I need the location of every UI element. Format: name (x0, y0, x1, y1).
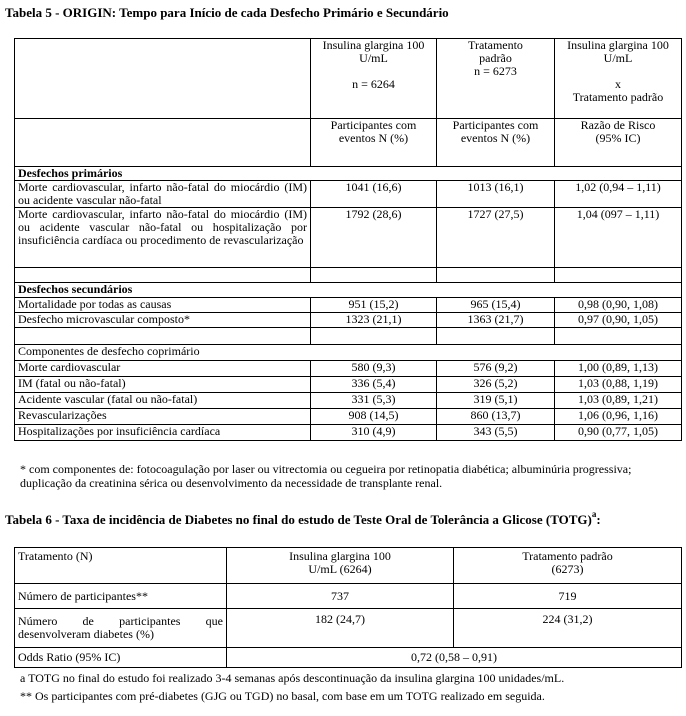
standard-header-label: Tratamento padrão (468, 38, 523, 65)
subheader-hazard-ratio: Razão de Risco (95% IC) (555, 119, 682, 167)
spacer-row (15, 268, 682, 283)
table-row (15, 609, 682, 648)
spacer-cell (555, 268, 682, 283)
row-glargine: 1323 (21,1) (311, 313, 437, 328)
primary-heading-row (15, 167, 682, 181)
secondary-heading: Desfechos secundários (15, 283, 682, 298)
row-hazard-ratio: 1,03 (0,89, 1,21) (555, 393, 682, 409)
secondary-heading-row (15, 283, 682, 298)
comparison-header-glargine: Insulina glargina 100 U/mL (567, 38, 669, 65)
table6-header-standard: Tratamento padrão (6273) (454, 548, 682, 584)
row-label: Hospitalizações por insuficiência cardíaca (15, 425, 311, 441)
row-hazard-ratio: 1,02 (0,94 – 1,11) (555, 181, 682, 208)
spacer-cell (15, 328, 311, 345)
table6-title-text: Tabela 6 - Taxa de incidência de Diabetes no final do estudo de Teste Oral de Tolerância a Glicose (TOTG) (5, 512, 592, 527)
row-label: Número de participantes que desenvolveram diabetes (%) (15, 609, 227, 648)
subheader-standard: Participantes com eventos N (%) (437, 119, 555, 167)
row-label: Número de participantes** (15, 584, 227, 609)
row-hazard-ratio: 0,98 (0,90, 1,08) (555, 298, 682, 313)
spacer-cell (555, 328, 682, 345)
row-hazard-ratio: 1,03 (0,88, 1,19) (555, 377, 682, 393)
table5-header-empty (15, 39, 311, 119)
row-hazard-ratio: 1,04 (097 – 1,11) (555, 208, 682, 268)
row-standard: 1013 (16,1) (437, 181, 555, 208)
table5-header-glargine (311, 39, 437, 119)
row-hazard-ratio: 1,00 (0,89, 1,13) (555, 361, 682, 377)
table-row (15, 377, 682, 393)
row-hazard-ratio: 1,06 (0,96, 1,16) (555, 409, 682, 425)
row-label: Acidente vascular (fatal ou não-fatal) (15, 393, 311, 409)
comparison-header-x: x (615, 77, 621, 91)
table5-header-comparison (555, 39, 682, 119)
origin-outcomes-table (14, 38, 682, 441)
row-standard: 1727 (27,5) (437, 208, 555, 268)
table6-header-label: Tratamento (N) (15, 548, 227, 584)
table6-header-row (15, 548, 682, 584)
row-glargine: 1041 (16,6) (311, 181, 437, 208)
row-label: Desfecho microvascular composto* (15, 313, 311, 328)
table-row (15, 584, 682, 609)
spacer-cell (437, 268, 555, 283)
row-standard: 965 (15,4) (437, 298, 555, 313)
row-hazard-ratio: 0,97 (0,90, 1,05) (555, 313, 682, 328)
spacer-cell (437, 328, 555, 345)
row-glargine: 737 (227, 584, 454, 609)
glargine-header-n: n = 6264 (352, 77, 395, 91)
table5-header-standard (437, 39, 555, 119)
table-row (15, 298, 682, 313)
row-glargine: 331 (5,3) (311, 393, 437, 409)
row-standard: 719 (454, 584, 682, 609)
standard-header-n: n = 6273 (474, 64, 517, 78)
row-standard: 326 (5,2) (437, 377, 555, 393)
table6-header-glargine: Insulina glargina 100 U/mL (6264) (227, 548, 454, 584)
components-heading: Componentes de desfecho coprimário (15, 345, 682, 361)
row-standard: 343 (5,5) (437, 425, 555, 441)
row-label: Morte cardiovascular, infarto não-fatal do miocárdio (IM) ou acidente vascular não-fatal ou hospitalização por insuficiência cardíaca ou procedimento de revascularização (15, 208, 311, 268)
spacer-cell (311, 328, 437, 345)
row-label: Morte cardiovascular (15, 361, 311, 377)
table6-title-superscript: a (591, 508, 597, 519)
table5-header-row (15, 39, 682, 119)
row-hazard-ratio: 0,90 (0,77, 1,05) (555, 425, 682, 441)
row-glargine: 951 (15,2) (311, 298, 437, 313)
row-glargine: 182 (24,7) (227, 609, 454, 648)
table-row (15, 361, 682, 377)
row-glargine: 310 (4,9) (311, 425, 437, 441)
spacer-row (15, 328, 682, 345)
table5-footnote: * com componentes de: fotocoagulação por laser ou vitrectomia ou cegueira por retinopatia diabética; albuminúria progressiva; duplicação da creatinina sérica ou desenvolvimento da necessidade de transplante renal. (20, 462, 632, 490)
row-standard: 319 (5,1) (437, 393, 555, 409)
table6-title-colon: : (596, 512, 601, 527)
table-row (15, 181, 682, 208)
row-label: Revascularizações (15, 409, 311, 425)
table6-footnote-b: ** Os participantes com pré-diabetes (GJG ou TGD) no basal, com base em um TOTG realizado em seguida. (20, 689, 545, 703)
row-label: Morte cardiovascular, infarto não-fatal do miocárdio (IM) ou acidente vascular não-fatal (15, 181, 311, 208)
table-row (15, 409, 682, 425)
primary-heading: Desfechos primários (15, 167, 682, 181)
row-glargine: 1792 (28,6) (311, 208, 437, 268)
row-standard: 1363 (21,7) (437, 313, 555, 328)
table-row (15, 648, 682, 668)
row-glargine: 580 (9,3) (311, 361, 437, 377)
row-standard: 224 (31,2) (454, 609, 682, 648)
table5-subheader-row (15, 119, 682, 167)
row-standard: 860 (13,7) (437, 409, 555, 425)
comparison-header-standard: Tratamento padrão (572, 90, 664, 104)
row-label: Odds Ratio (95% IC) (15, 648, 227, 668)
row-label: IM (fatal ou não-fatal) (15, 377, 311, 393)
row-glargine: 908 (14,5) (311, 409, 437, 425)
glargine-header-label: Insulina glargina 100 U/mL (322, 38, 425, 65)
subheader-glargine: Participantes com eventos N (%) (311, 119, 437, 167)
table6-title (5, 508, 601, 527)
table-row (15, 208, 682, 268)
table-row (15, 393, 682, 409)
row-label: Mortalidade por todas as causas (15, 298, 311, 313)
odds-ratio-value: 0,72 (0,58 – 0,91) (227, 648, 682, 668)
spacer-cell (15, 268, 311, 283)
table-row (15, 425, 682, 441)
table5-title: Tabela 5 - ORIGIN: Tempo para Início de cada Desfecho Primário e Secundário (5, 5, 449, 20)
diabetes-incidence-table (14, 547, 682, 668)
row-glargine: 336 (5,4) (311, 377, 437, 393)
table-row (15, 313, 682, 328)
row-standard: 576 (9,2) (437, 361, 555, 377)
components-heading-row (15, 345, 682, 361)
spacer-cell (311, 268, 437, 283)
table6-footnote-a: a TOTG no final do estudo foi realizado 3-4 semanas após descontinuação da insulina glargina 100 unidades/mL. (20, 671, 565, 685)
table5-subheader-empty (15, 119, 311, 167)
